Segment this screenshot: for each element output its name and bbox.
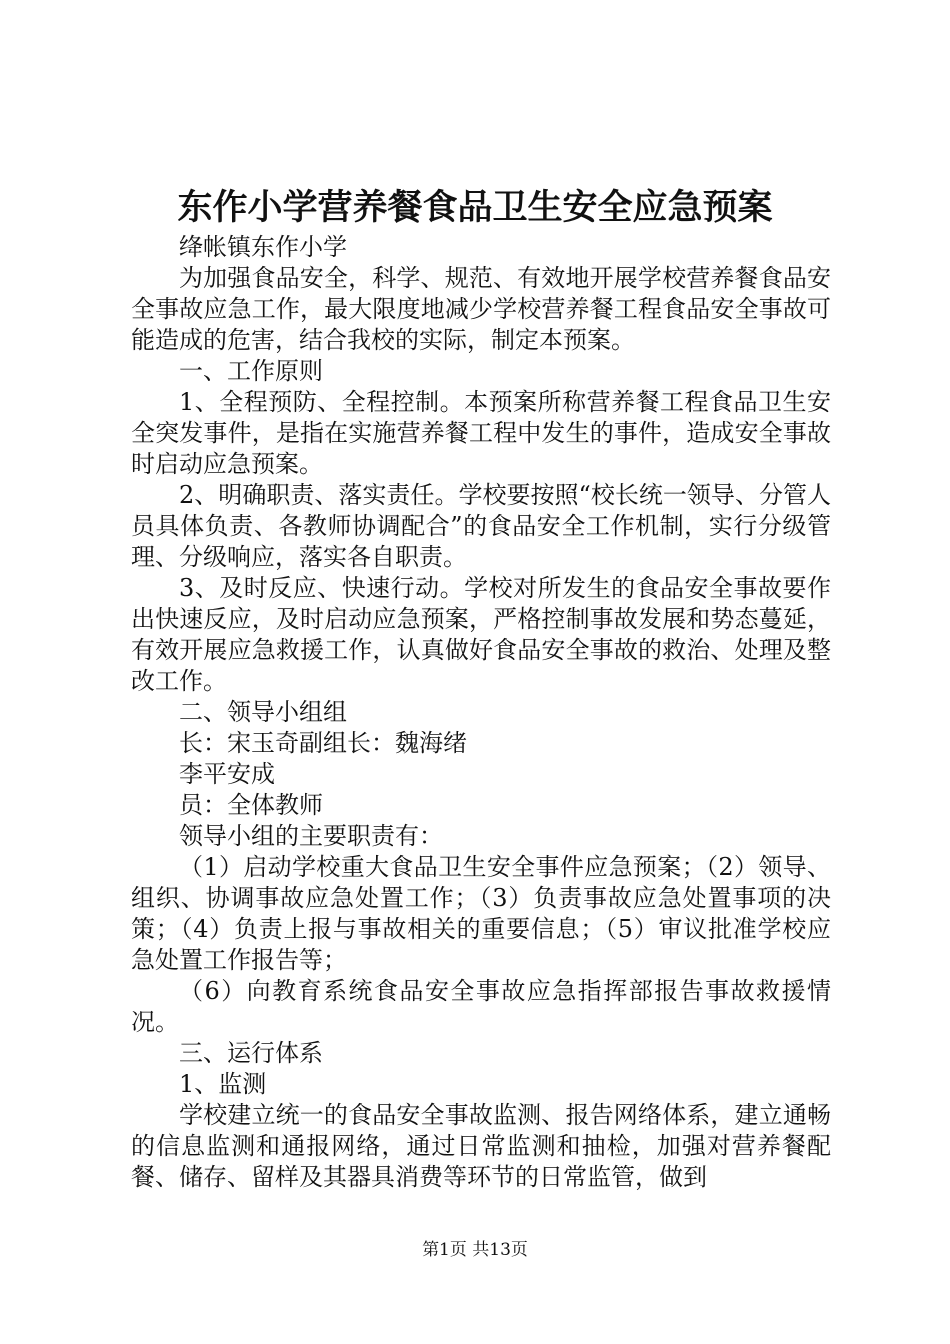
paragraph-intro: 为加强食品安全，科学、规范、有效地开展学校营养餐食品安全事故应急工作，最大限度地减少学校营养餐工程食品安全事故可能造成的危害，结合我校的实际，制定本预案。 xyxy=(131,264,831,354)
paragraph-principle-2: 2、明确职责、落实责任。学校要按照“校长统一领导、分管人员具体负责、各教师协调配合”的食品安全工作机制，实行分级管理、分级响应，落实各自职责。 xyxy=(131,481,831,571)
heading-work-principles: 一、工作原则 xyxy=(179,357,323,385)
paragraph-monitoring: 学校建立统一的食品安全事故监测、报告网络体系，建立通畅的信息监测和通报网络，通过日常监测和抽检，加强对营养餐配餐、储存、留样及其器具消费等环节的日常监管，做到 xyxy=(131,1101,831,1191)
paragraph-group-deputy-names: 李平安成 xyxy=(179,760,275,788)
document-body xyxy=(131,232,831,1193)
paragraph-group-leaders: 长：宋玉奇副组长：魏海绪 xyxy=(179,729,467,757)
heading-monitoring: 1、监测 xyxy=(179,1070,267,1098)
paragraph-principle-3: 3、及时反应、快速行动。学校对所发生的食品安全事故要作出快速反应，及时启动应急预案，严格控制事故发展和势态蔓延，有效开展应急救援工作，认真做好食品安全事故的救治、处理及整改工作。 xyxy=(131,574,831,695)
paragraph-duty-6: （6）向教育系统食品安全事故应急指挥部报告事故救援情况。 xyxy=(131,977,831,1036)
paragraph-duties-heading: 领导小组的主要职责有： xyxy=(179,822,443,850)
heading-operating-system: 三、运行体系 xyxy=(179,1039,323,1067)
paragraph-principle-1: 1、全程预防、全程控制。本预案所称营养餐工程食品卫生安全突发事件，是指在实施营养餐工程中发生的事件，造成安全事故时启动应急预案。 xyxy=(131,388,831,478)
document-title: 东作小学营养餐食品卫生安全应急预案 xyxy=(177,187,773,228)
paragraph-school-name: 绛帐镇东作小学 xyxy=(179,233,347,261)
heading-leadership-group: 二、领导小组组 xyxy=(179,698,347,726)
page-number-footer: 第1页 共13页 xyxy=(422,1240,528,1260)
paragraph-duties-list: （1）启动学校重大食品卫生安全事件应急预案；（2）领导、组织、协调事故应急处置工作；（3）负责事故应急处置事项的决策；（4）负责上报与事故相关的重要信息；（5）审议批准学校应急处置工作报告等； xyxy=(131,853,831,974)
paragraph-group-members: 员：全体教师 xyxy=(179,791,323,819)
